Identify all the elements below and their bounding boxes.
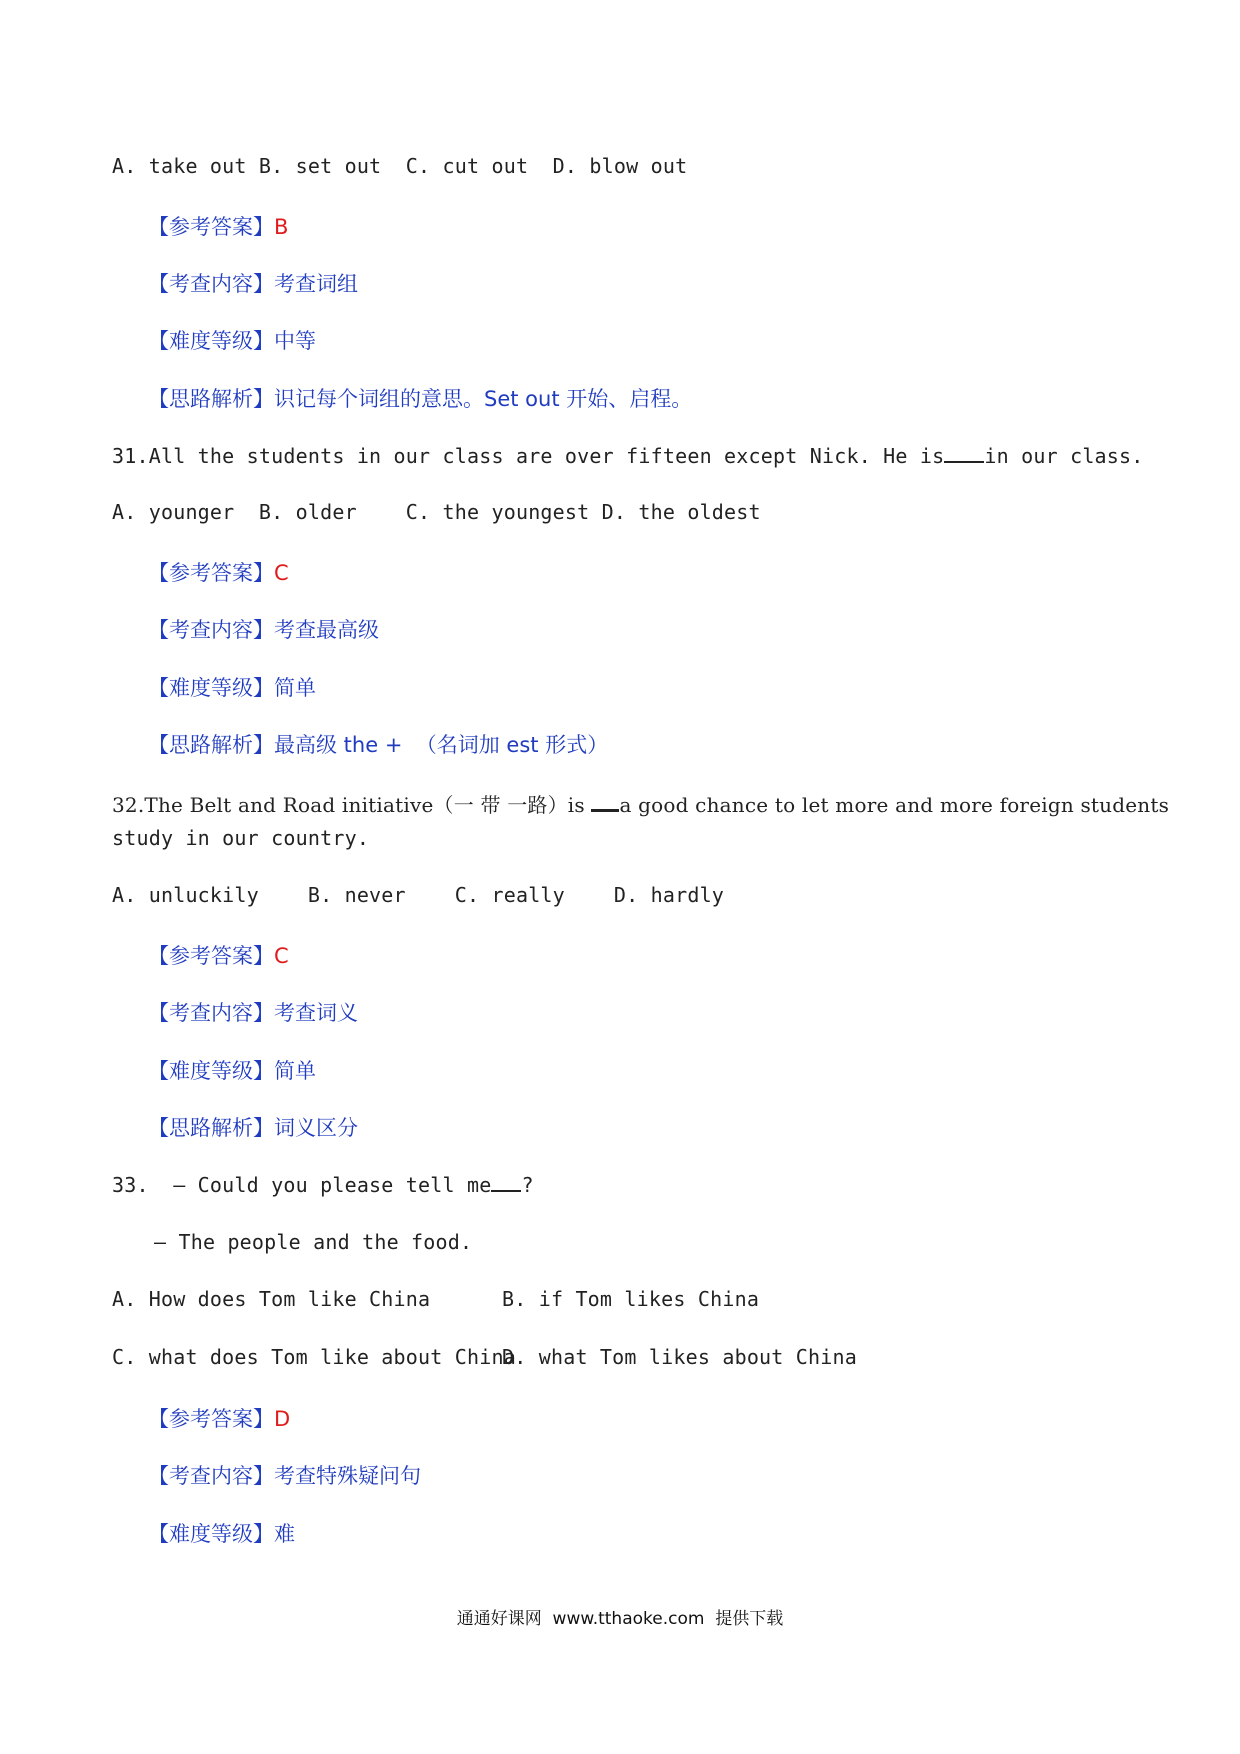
content-value: 考查最高级 [274, 618, 379, 642]
q33-option-b: B. if Tom likes China [502, 1287, 760, 1311]
level-label: 【难度等级】 [148, 1522, 274, 1546]
answer-label: 【参考答案】 [148, 1407, 274, 1431]
answer-label: 【参考答案】 [148, 215, 274, 239]
level-value: 简单 [274, 1059, 316, 1083]
answer-label: 【参考答案】 [148, 561, 274, 585]
q31-answer-row [148, 557, 289, 587]
q33-stem [112, 1172, 534, 1197]
analysis-value: 识记每个词组的意思。Set out 开始、启程。 [274, 387, 693, 411]
answer-blank [944, 443, 984, 463]
q30-level-row [148, 325, 316, 355]
q33-content-row [148, 1460, 421, 1490]
analysis-label: 【思路解析】 [148, 387, 274, 411]
q33-level-row [148, 1518, 295, 1548]
q30-options: A. take out B. set out C. cut out D. blow out [112, 154, 688, 178]
analysis-label: 【思路解析】 [148, 1116, 274, 1140]
q32-content-row [148, 997, 358, 1027]
q33-reply: — The people and the food. [154, 1230, 473, 1254]
content-label: 【考查内容】 [148, 1464, 274, 1488]
page-footer: 通通好课网 www.tthaoke.com 提供下载 [456, 1609, 784, 1629]
level-label: 【难度等级】 [148, 329, 274, 353]
q31-stem [112, 443, 1144, 468]
q33-option-d: D. what Tom likes about China [502, 1345, 857, 1369]
q31-stem-end: in our class. [984, 444, 1144, 468]
q31-stem-start: 31.All the students in our class are over fifteen except Nick. He is [112, 444, 945, 468]
q31-level-row [148, 672, 316, 702]
q32-answer-row [148, 940, 289, 970]
q30-analysis-row [148, 383, 692, 413]
answer-value: B [274, 215, 289, 239]
analysis-value: 词义区分 [274, 1116, 358, 1140]
level-value: 中等 [274, 329, 316, 353]
q33-stem-end: ? [521, 1173, 534, 1197]
q31-options: A. younger B. older C. the youngest D. the oldest [112, 500, 761, 524]
answer-value: C [274, 561, 289, 585]
q32-options: A. unluckily B. never C. really D. hardly [112, 883, 725, 907]
q32-stem-middle: a good chance to let more and more foreign students [619, 793, 1170, 817]
analysis-value: 最高级 the + （名词加 est 形式） [274, 733, 609, 757]
level-label: 【难度等级】 [148, 676, 274, 700]
q32-analysis-row [148, 1112, 358, 1142]
q31-content-row [148, 614, 379, 644]
content-value: 考查特殊疑问句 [274, 1464, 421, 1488]
level-value: 难 [274, 1522, 295, 1546]
answer-value: D [274, 1407, 291, 1431]
level-value: 简单 [274, 676, 316, 700]
content-value: 考查词组 [274, 272, 358, 296]
answer-label: 【参考答案】 [148, 944, 274, 968]
content-label: 【考查内容】 [148, 618, 274, 642]
q33-stem-start: 33. — Could you please tell me [112, 1173, 492, 1197]
q32-stem-start: 32.The Belt and Road initiative（一 带 一路）is [112, 793, 592, 817]
analysis-label: 【思路解析】 [148, 733, 274, 757]
answer-blank [491, 1172, 521, 1192]
answer-value: C [274, 944, 289, 968]
q33-answer-row [148, 1403, 290, 1433]
content-label: 【考查内容】 [148, 272, 274, 296]
q30-answer-row [148, 211, 288, 241]
answer-blank [591, 791, 619, 812]
q33-option-a: A. How does Tom like China [112, 1287, 431, 1311]
level-label: 【难度等级】 [148, 1059, 274, 1083]
content-value: 考查词义 [274, 1001, 358, 1025]
q32-stem-line1 [112, 789, 1169, 818]
q33-option-c: C. what does Tom like about China [112, 1345, 516, 1369]
q31-analysis-row [148, 729, 608, 759]
q32-level-row [148, 1055, 316, 1085]
content-label: 【考查内容】 [148, 1001, 274, 1025]
q32-stem-line2: study in our country. [112, 826, 370, 850]
q30-content-row [148, 268, 358, 298]
